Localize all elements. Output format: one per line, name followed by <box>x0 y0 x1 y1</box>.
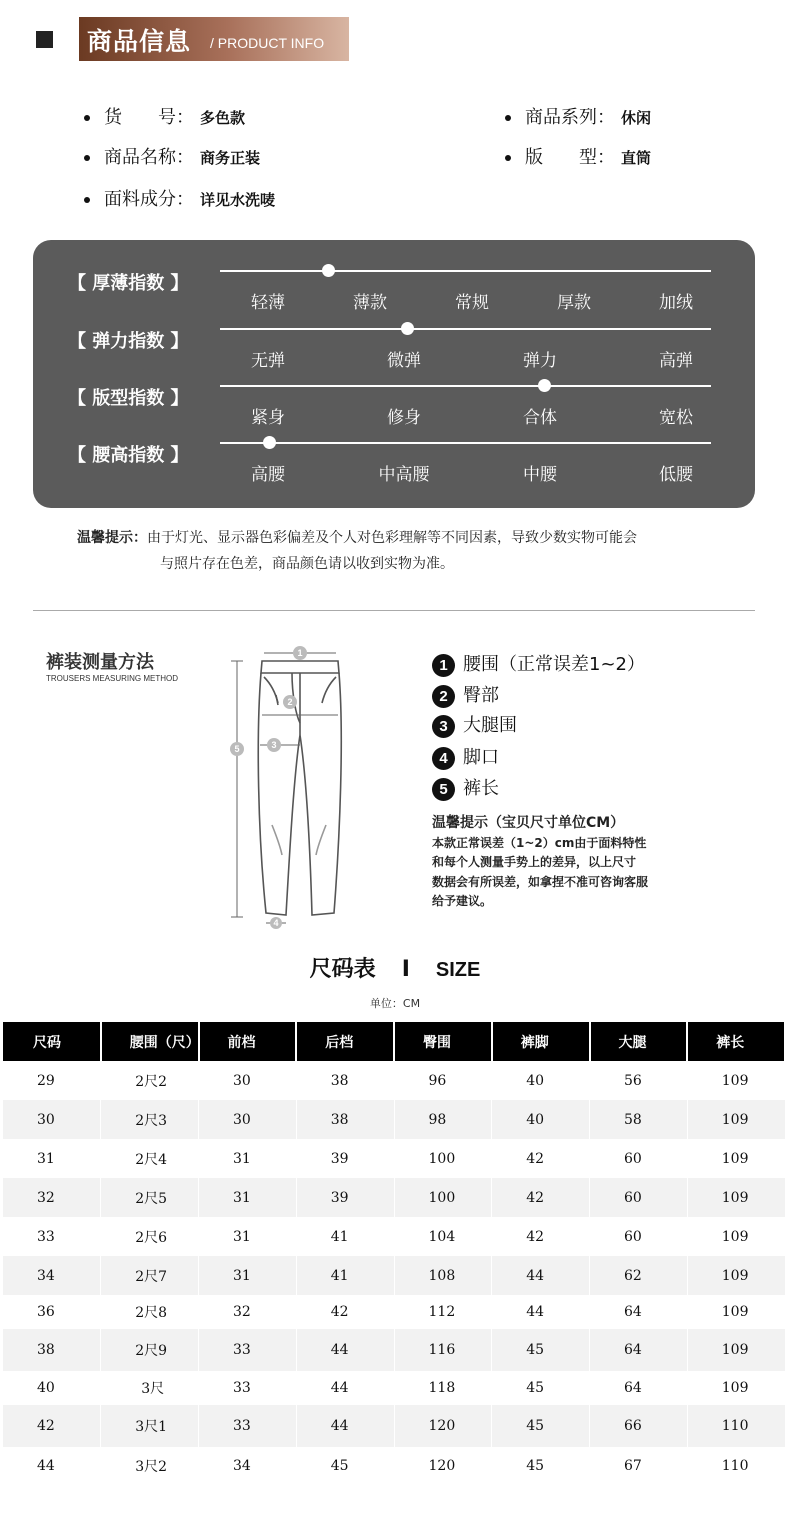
table-cell: 44 <box>296 1371 394 1405</box>
table-cell: 62 <box>590 1256 688 1295</box>
table-cell: 32 <box>199 1295 297 1329</box>
table-cell: 2尺3 <box>101 1100 199 1139</box>
table-cell: 40 <box>492 1100 590 1139</box>
table-cell: 30 <box>199 1061 297 1100</box>
table-cell: 56 <box>590 1061 688 1100</box>
table-row <box>3 1447 785 1484</box>
table-row <box>3 1061 785 1100</box>
table-cell: 40 <box>492 1061 590 1100</box>
table-cell: 31 <box>199 1217 297 1256</box>
diagram-marker-4: 4 <box>273 918 279 928</box>
table-cell: 44 <box>492 1256 590 1295</box>
index-tick-label: 常规 <box>455 293 489 313</box>
number-3-icon: 3 <box>432 715 455 738</box>
diagram-marker-2: 2 <box>287 697 293 707</box>
table-cell: 2尺4 <box>101 1139 199 1178</box>
index-tick-label: 高腰 <box>251 465 285 485</box>
table-cell: 45 <box>492 1329 590 1371</box>
table-cell: 110 <box>687 1405 785 1447</box>
table-cell: 2尺7 <box>101 1256 199 1295</box>
table-cell: 110 <box>687 1447 785 1484</box>
table-cell: 44 <box>296 1329 394 1371</box>
table-cell: 120 <box>394 1447 492 1484</box>
table-cell: 64 <box>590 1295 688 1329</box>
index-tick-label: 加绒 <box>659 293 693 313</box>
measure-item-length: 5 裤长 <box>432 774 499 801</box>
index-tick-label: 薄款 <box>353 293 387 313</box>
table-cell: 44 <box>492 1295 590 1329</box>
index-track <box>220 328 711 330</box>
bullet-icon <box>505 115 511 121</box>
table-cell: 108 <box>394 1256 492 1295</box>
table-cell: 60 <box>590 1178 688 1217</box>
table-cell: 38 <box>296 1061 394 1100</box>
index-track <box>220 270 711 272</box>
table-cell: 2尺5 <box>101 1178 199 1217</box>
table-cell: 60 <box>590 1139 688 1178</box>
table-cell: 41 <box>296 1256 394 1295</box>
table-cell: 42 <box>492 1217 590 1256</box>
table-cell: 116 <box>394 1329 492 1371</box>
table-cell: 3尺1 <box>101 1405 199 1447</box>
bullet-icon <box>84 197 90 203</box>
table-cell: 29 <box>3 1061 101 1100</box>
diagram-marker-3: 3 <box>271 740 277 750</box>
number-2-icon: 2 <box>432 685 455 708</box>
index-label: 【 版型指数 】 <box>68 388 189 409</box>
table-cell: 120 <box>394 1405 492 1447</box>
table-cell: 33 <box>199 1405 297 1447</box>
measure-note-line: 和每个人测量手势上的差异，以上尺寸 <box>432 855 637 869</box>
table-cell: 109 <box>687 1371 785 1405</box>
table-cell: 45 <box>492 1447 590 1484</box>
table-row <box>3 1329 785 1371</box>
table-cell: 42 <box>296 1295 394 1329</box>
trousers-diagram <box>220 635 380 930</box>
table-row <box>3 1139 785 1178</box>
index-knob <box>322 264 335 277</box>
size-header-cell: 尺码 <box>3 1022 101 1061</box>
size-table <box>3 1022 786 1484</box>
table-cell: 3尺 <box>101 1371 199 1405</box>
table-cell: 98 <box>394 1100 492 1139</box>
table-row <box>3 1100 785 1139</box>
table-cell: 42 <box>492 1178 590 1217</box>
table-cell: 109 <box>687 1100 785 1139</box>
measure-note-title: 温馨提示（宝贝尺寸单位CM） <box>432 815 625 831</box>
table-cell: 30 <box>199 1100 297 1139</box>
number-5-icon: 5 <box>432 778 455 801</box>
table-cell: 36 <box>3 1295 101 1329</box>
bullet-icon <box>505 155 511 161</box>
table-cell: 31 <box>199 1256 297 1295</box>
table-cell: 64 <box>590 1371 688 1405</box>
table-cell: 67 <box>590 1447 688 1484</box>
index-tick-label: 修身 <box>387 408 421 428</box>
table-cell: 3尺2 <box>101 1447 199 1484</box>
table-cell: 32 <box>3 1178 101 1217</box>
index-tick-label: 弹力 <box>523 351 557 371</box>
table-cell: 38 <box>296 1100 394 1139</box>
table-cell: 60 <box>590 1217 688 1256</box>
index-tick-label: 轻薄 <box>251 293 285 313</box>
table-cell: 40 <box>3 1371 101 1405</box>
table-cell: 39 <box>296 1139 394 1178</box>
index-knob <box>263 436 276 449</box>
table-cell: 2尺2 <box>101 1061 199 1100</box>
table-cell: 44 <box>3 1447 101 1484</box>
table-row <box>3 1217 785 1256</box>
index-label: 【 弹力指数 】 <box>68 331 189 352</box>
size-table-header <box>3 1022 785 1061</box>
index-tick-label: 微弹 <box>387 351 421 371</box>
table-cell: 33 <box>199 1371 297 1405</box>
table-cell: 118 <box>394 1371 492 1405</box>
table-cell: 64 <box>590 1329 688 1371</box>
table-cell: 2尺8 <box>101 1295 199 1329</box>
index-label: 【 厚薄指数 】 <box>68 273 189 294</box>
measure-item-hip: 2 臀部 <box>432 681 499 708</box>
table-cell: 42 <box>3 1405 101 1447</box>
size-header-cell: 大腿 <box>590 1022 688 1061</box>
index-tick-label: 合体 <box>523 408 557 428</box>
section-subtitle: / PRODUCT INFO <box>210 35 325 51</box>
bullet-icon <box>84 155 90 161</box>
table-cell: 109 <box>687 1139 785 1178</box>
table-cell: 100 <box>394 1139 492 1178</box>
table-cell: 109 <box>687 1256 785 1295</box>
index-tick-label: 紧身 <box>251 408 285 428</box>
index-knob <box>538 379 551 392</box>
number-4-icon: 4 <box>432 747 455 770</box>
index-tick-label: 低腰 <box>659 465 693 485</box>
size-header-cell: 裤脚 <box>492 1022 590 1061</box>
size-header-cell: 腰围（尺） <box>101 1022 199 1061</box>
measure-subtitle: TROUSERS MEASURING METHOD <box>46 674 179 683</box>
table-cell: 38 <box>3 1329 101 1371</box>
table-cell: 45 <box>492 1371 590 1405</box>
table-cell: 109 <box>687 1217 785 1256</box>
info-item-name: 商品名称： 商务正装 <box>84 143 260 169</box>
size-header-cell: 后档 <box>296 1022 394 1061</box>
measure-title: 裤装测量方法 <box>46 652 154 673</box>
size-header-cell: 臀围 <box>394 1022 492 1061</box>
table-cell: 58 <box>590 1100 688 1139</box>
measure-item-waist: 1 腰围（正常误差1~2） <box>432 650 645 677</box>
table-cell: 109 <box>687 1061 785 1100</box>
table-cell: 41 <box>296 1217 394 1256</box>
index-label: 【 腰高指数 】 <box>68 445 189 466</box>
table-row <box>3 1256 785 1295</box>
table-cell: 31 <box>3 1139 101 1178</box>
measure-note-line: 给予建议。 <box>432 894 493 908</box>
index-tick-label: 中高腰 <box>378 465 430 485</box>
table-cell: 2尺9 <box>101 1329 199 1371</box>
table-cell: 33 <box>199 1329 297 1371</box>
color-tip: 温馨提示：由于灯光、显示器色彩偏差及个人对色彩理解等不同因素，导致少数实物可能会 与照片存在色差，商品颜色请以收到实物为准。 <box>77 530 637 572</box>
index-tick-label: 厚款 <box>557 293 591 313</box>
table-cell: 33 <box>3 1217 101 1256</box>
measure-item-hem: 4 脚口 <box>432 743 499 770</box>
info-item-series: 商品系列： 休闲 <box>505 103 651 129</box>
measure-note-line: 数据会有所误差，如拿捏不准可咨询客服 <box>432 875 649 889</box>
number-1-icon: 1 <box>432 654 455 677</box>
table-cell: 34 <box>3 1256 101 1295</box>
table-cell: 109 <box>687 1178 785 1217</box>
info-item-fit: 版 型： 直筒 <box>505 143 651 169</box>
table-cell: 112 <box>394 1295 492 1329</box>
table-cell: 45 <box>296 1447 394 1484</box>
index-tick-label: 高弹 <box>659 351 693 371</box>
info-item-sku: 货 号： 多色款 <box>84 103 245 129</box>
table-cell: 34 <box>199 1447 297 1484</box>
size-table-body <box>3 1061 785 1484</box>
table-row <box>3 1405 785 1447</box>
index-tick-label: 无弹 <box>251 351 285 371</box>
table-row <box>3 1371 785 1405</box>
table-cell: 96 <box>394 1061 492 1100</box>
table-cell: 44 <box>296 1405 394 1447</box>
table-cell: 39 <box>296 1178 394 1217</box>
index-track <box>220 442 711 444</box>
size-header-cell: 裤长 <box>687 1022 785 1061</box>
table-cell: 66 <box>590 1405 688 1447</box>
section-title: 商品信息 <box>87 27 192 56</box>
table-cell: 42 <box>492 1139 590 1178</box>
index-knob <box>401 322 414 335</box>
table-cell: 2尺6 <box>101 1217 199 1256</box>
table-row <box>3 1295 785 1329</box>
section-divider <box>33 610 755 611</box>
table-cell: 109 <box>687 1295 785 1329</box>
table-cell: 100 <box>394 1178 492 1217</box>
index-tick-label: 宽松 <box>659 408 693 428</box>
size-chart-unit: 单位：CM <box>369 997 421 1010</box>
size-chart-title: 尺码表 I SIZE <box>309 957 481 982</box>
index-track <box>220 385 711 387</box>
table-cell: 45 <box>492 1405 590 1447</box>
table-cell: 31 <box>199 1178 297 1217</box>
measure-note-line: 本款正常误差（1~2）cm由于面料特性 <box>432 836 647 850</box>
table-cell: 31 <box>199 1139 297 1178</box>
measure-item-thigh: 3 大腿围 <box>432 711 517 738</box>
header-square-icon <box>36 31 53 48</box>
bullet-icon <box>84 115 90 121</box>
info-item-fabric: 面料成分： 详见水洗唛 <box>84 185 275 211</box>
table-cell: 30 <box>3 1100 101 1139</box>
table-row <box>3 1178 785 1217</box>
diagram-marker-1: 1 <box>297 648 303 658</box>
size-header-cell: 前档 <box>199 1022 297 1061</box>
table-cell: 109 <box>687 1329 785 1371</box>
diagram-marker-5: 5 <box>234 744 240 754</box>
index-tick-label: 中腰 <box>523 465 557 485</box>
table-cell: 104 <box>394 1217 492 1256</box>
